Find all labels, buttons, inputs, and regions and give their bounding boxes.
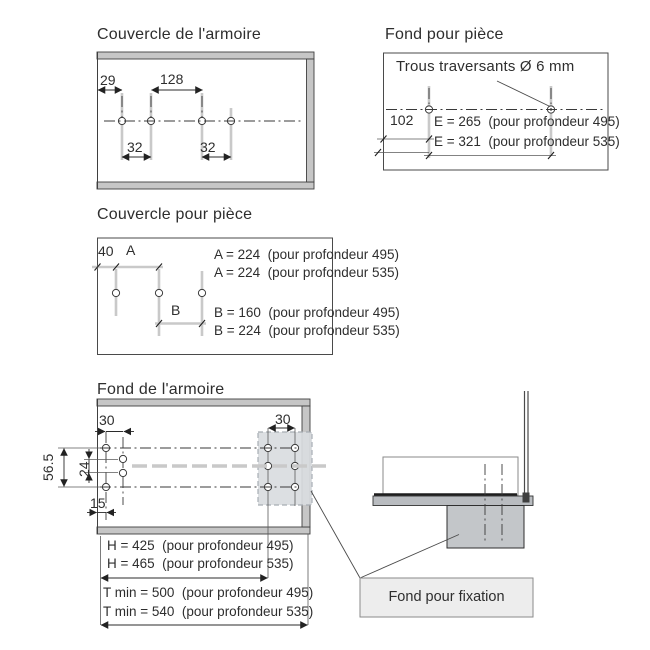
hole bbox=[198, 289, 205, 296]
dim-102-label: 102 bbox=[390, 112, 414, 128]
dim-30-right-label: 30 bbox=[275, 411, 291, 427]
hole bbox=[155, 289, 162, 296]
eq-e-495: E = 265 (pour profondeur 495) bbox=[434, 114, 620, 129]
hole bbox=[112, 289, 119, 296]
fixation-block bbox=[447, 506, 524, 549]
eq-e-535: E = 321 (pour profondeur 535) bbox=[434, 134, 620, 149]
eq-a-535: A = 224 (pour profondeur 535) bbox=[214, 265, 400, 280]
through-holes-note: Trous traversants Ø 6 mm bbox=[396, 58, 575, 75]
fixation-label: Fond pour fixation bbox=[388, 589, 505, 605]
dim-15-label: 15 bbox=[90, 495, 106, 511]
panel-couvercle-armoire-linework bbox=[97, 52, 314, 189]
panel-fond-armoire-title: Fond de l'armoire bbox=[97, 381, 225, 398]
eq-a-495: A = 224 (pour profondeur 495) bbox=[214, 247, 400, 262]
dim-b-label: B bbox=[171, 302, 181, 318]
dim-40-label: 40 bbox=[98, 243, 114, 259]
eq-b-535: B = 224 (pour profondeur 535) bbox=[214, 323, 400, 338]
side-view-panel-outline bbox=[383, 457, 518, 495]
dim-56-5-label: 56.5 bbox=[40, 453, 56, 481]
eq-h-535: H = 465 (pour profondeur 535) bbox=[107, 556, 294, 571]
eq-h-495: H = 425 (pour profondeur 495) bbox=[107, 538, 294, 553]
panel-couvercle-armoire-title: Couvercle de l'armoire bbox=[97, 26, 261, 43]
dim-128-label: 128 bbox=[160, 71, 184, 87]
panel-fond-piece-title: Fond pour pièce bbox=[385, 26, 504, 43]
hole bbox=[119, 469, 126, 476]
hole bbox=[119, 455, 126, 462]
dim-24-label: 24 bbox=[76, 461, 92, 477]
panel-couvercle-piece-title: Couvercle pour pièce bbox=[97, 206, 253, 223]
eq-b-495: B = 160 (pour profondeur 495) bbox=[214, 305, 400, 320]
dim-30-left-label: 30 bbox=[99, 412, 115, 428]
eq-t-535: T min = 540 (pour profondeur 535) bbox=[103, 604, 314, 619]
dim-32-right-label: 32 bbox=[200, 139, 216, 155]
dim-29-label: 29 bbox=[100, 72, 116, 88]
dim-32-left-label: 32 bbox=[127, 139, 143, 155]
side-panel-foot bbox=[523, 493, 530, 503]
dim-a-label: A bbox=[126, 242, 136, 258]
side-view-bottom-strip bbox=[373, 496, 533, 506]
eq-t-495: T min = 500 (pour profondeur 495) bbox=[103, 585, 314, 600]
